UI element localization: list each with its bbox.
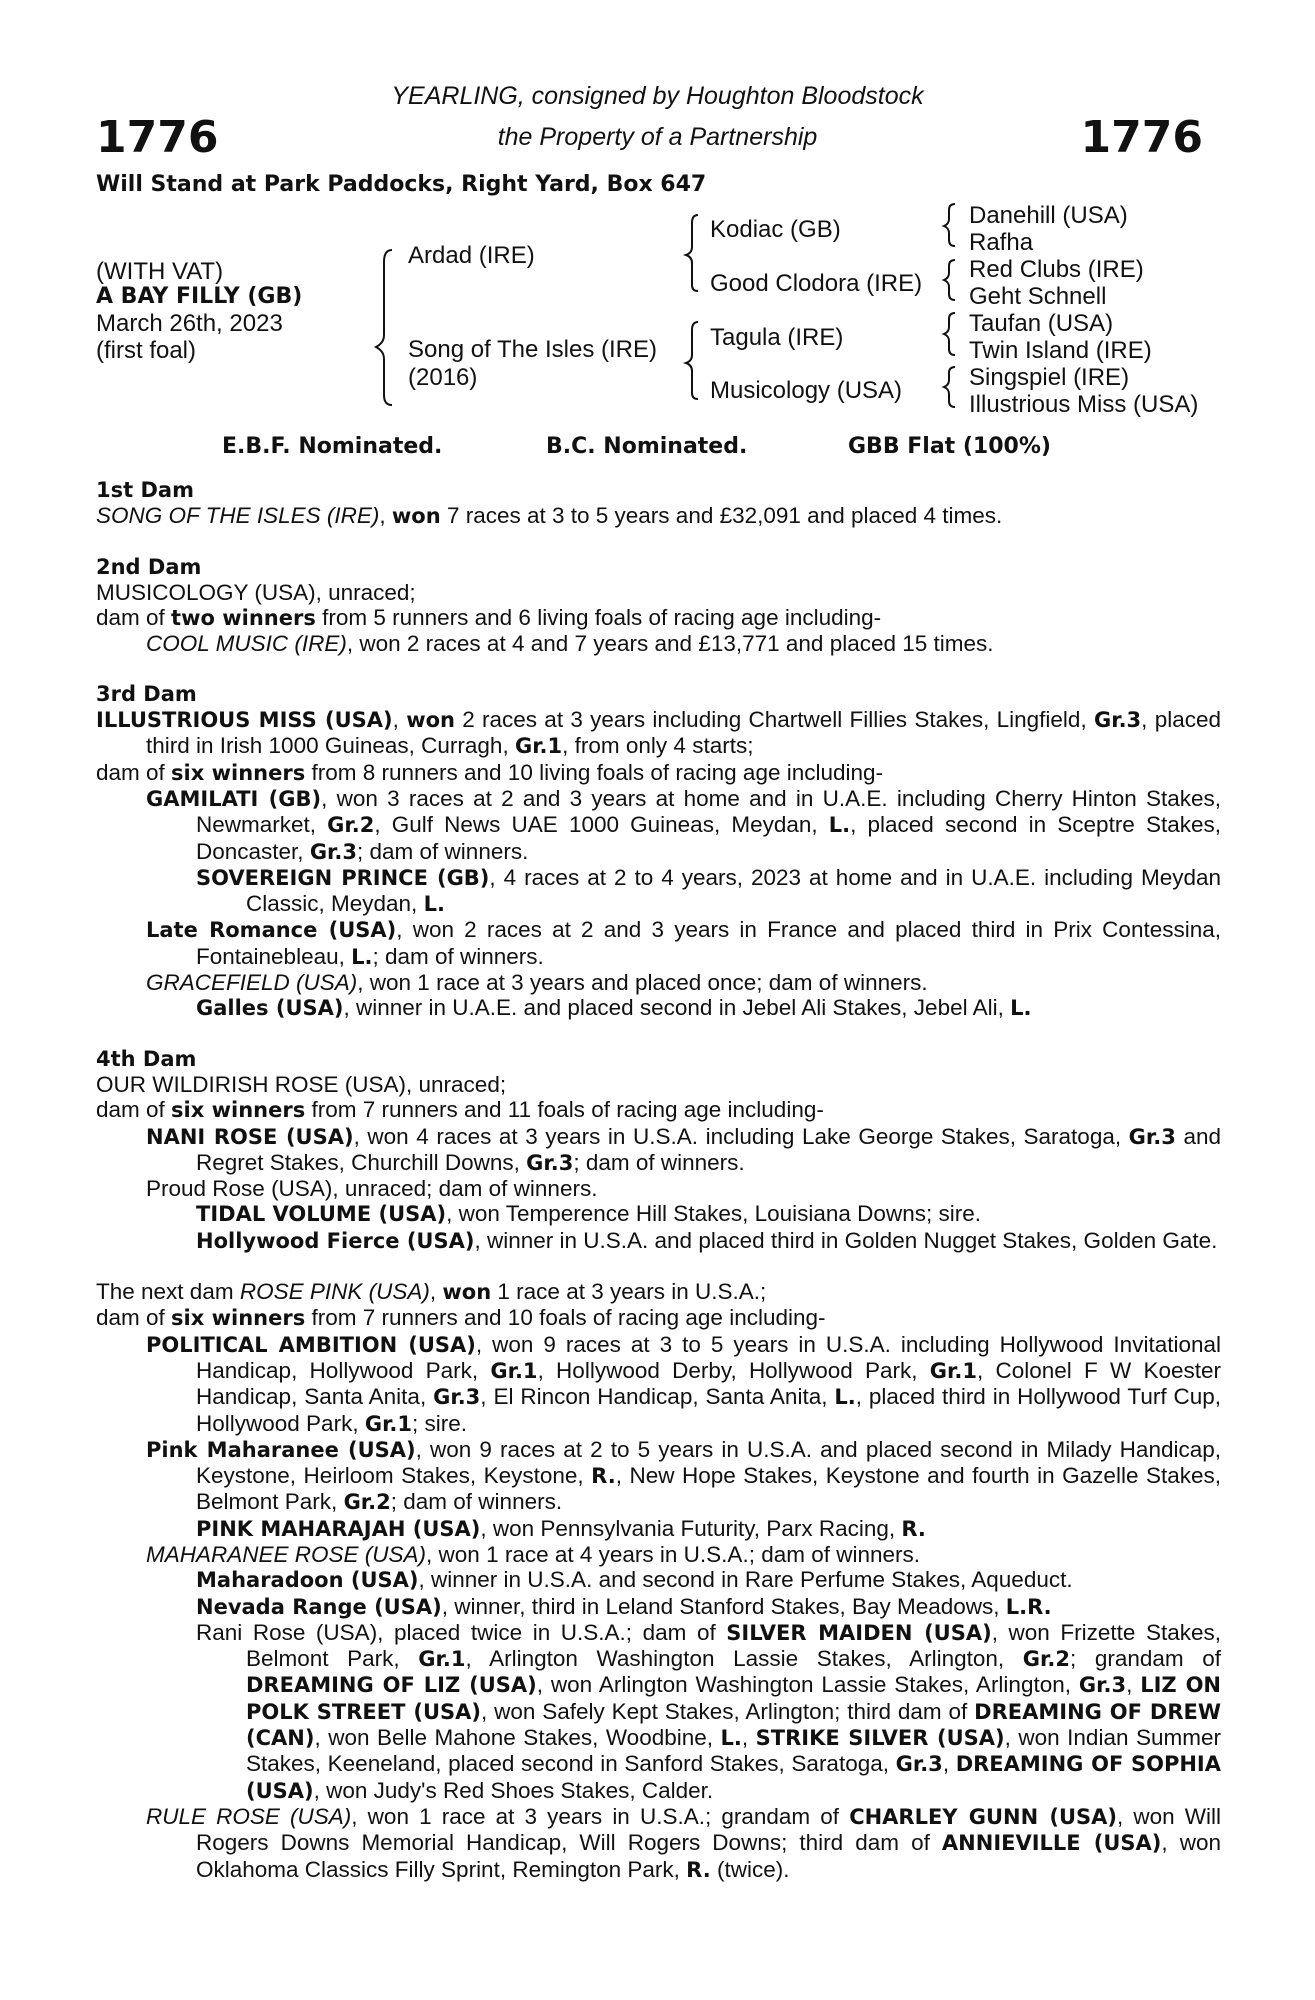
pedigree-dsd: Twin Island (IRE) bbox=[969, 337, 1152, 364]
produce-entry: Rani Rose (USA), placed twice in U.S.A.; dam of SILVER MAIDEN (USA), won Frizette Stakes, Belmont Park, Gr.1, Arlington Washington Lassie Stakes, Arlington, Gr.2; grandam of DREAMING OF LIZ (USA), won Arlington Washington Lassie Stakes, Arlington, Gr.3, LIZ ON POLK STREET (USA), won Safely Kept Stakes, Arlington; third dam of DREAMING OF DREW (CAN), won Belle Mahone Stakes, Woodbine, L., STRIKE SILVER (USA), won Indian Summer Stakes, Keeneland, placed second in Sanford Stakes, Saratoga, Gr.3, DREAMING OF SOPHIA (USA), won Judy's Red Shoes Stakes, Calder. bbox=[196, 1619, 1222, 1803]
produce-entry: NANI ROSE (USA), won 4 races at 3 years in U.S.A. including Lake George Stakes, Saratoga, Gr.3 and Regret Stakes, Churchill Downs, Gr.3; dam of winners. bbox=[146, 1123, 1221, 1175]
produce-entry: COOL MUSIC (IRE), won 2 races at 4 and 7 years and £13,771 and placed 15 times. bbox=[146, 631, 994, 657]
next-dam-produce: dam of six winners from 7 runners and 10 foals of racing age including- bbox=[96, 1305, 826, 1331]
vat-note: (WITH VAT) bbox=[96, 258, 224, 285]
pedigree-dam-sire: Tagula (IRE) bbox=[710, 324, 844, 351]
pedigree-ssd: Rafha bbox=[969, 229, 1034, 256]
pedigree-sdd: Geht Schnell bbox=[969, 283, 1107, 310]
pedigree-dds: Singspiel (IRE) bbox=[969, 364, 1130, 391]
lot-number-left: 1776 bbox=[96, 112, 219, 163]
pedigree-dam: Song of The Isles (IRE) bbox=[408, 336, 657, 363]
fourth-dam-heading: 4th Dam bbox=[96, 1046, 197, 1071]
pedigree-sds: Red Clubs (IRE) bbox=[969, 256, 1144, 283]
stand-location: Will Stand at Park Paddocks, Right Yard, Box 647 bbox=[96, 172, 707, 197]
pedigree-sss: Danehill (USA) bbox=[969, 202, 1128, 229]
produce-entry: SOVEREIGN PRINCE (GB), 4 races at 2 to 4 years, 2023 at home and in U.A.E. including Meydan Classic, Meydan, L. bbox=[196, 864, 1221, 917]
produce-entry: Hollywood Fierce (USA), winner in U.S.A. and placed third in Golden Nugget Stakes, Golden Gate. bbox=[196, 1227, 1218, 1253]
brace-subject bbox=[376, 250, 392, 405]
pedigree-dam-year: (2016) bbox=[408, 364, 478, 391]
foaling-date: March 26th, 2023 bbox=[96, 310, 283, 337]
brace-ds bbox=[944, 313, 955, 355]
produce-entry: Nevada Range (USA), winner, third in Leland Stanford Stakes, Bay Meadows, L.R. bbox=[196, 1593, 1052, 1619]
pedigree-dss: Taufan (USA) bbox=[969, 310, 1114, 337]
third-dam-produce: dam of six winners from 8 runners and 10 living foals of racing age including- bbox=[96, 759, 884, 785]
produce-entry: MAHARANEE ROSE (USA), won 1 race at 4 years in U.S.A.; dam of winners. bbox=[146, 1541, 921, 1567]
gbb-flat: GBB Flat (100%) bbox=[848, 434, 1051, 459]
brace-sd bbox=[944, 260, 955, 300]
produce-entry: PINK MAHARAJAH (USA), won Pennsylvania Futurity, Parx Racing, R. bbox=[196, 1515, 926, 1541]
next-dam-entry: The next dam ROSE PINK (USA), won 1 race at 3 years in U.S.A.; bbox=[96, 1279, 767, 1305]
property-line: the Property of a Partnership bbox=[497, 123, 818, 151]
first-dam-entry: SONG OF THE ISLES (IRE), won 7 races at 3 to 5 years and £32,091 and placed 4 times. bbox=[96, 503, 1003, 529]
catalogue-page bbox=[96, 478, 1221, 1883]
brace-sire bbox=[686, 215, 698, 291]
produce-entry: Proud Rose (USA), unraced; dam of winners. bbox=[146, 1176, 598, 1202]
horse-name: A BAY FILLY (GB) bbox=[96, 284, 303, 309]
pedigree-sire-sire: Kodiac (GB) bbox=[710, 216, 841, 243]
produce-entry: RULE ROSE (USA), won 1 race at 3 years in U.S.A.; grandam of CHARLEY GUNN (USA), won Will Rogers Downs Memorial Handicap, Will Rogers Downs; third dam of ANNIEVILLE (USA), won Oklahoma Classics Filly Sprint, Remington Park, R. (twice). bbox=[146, 1803, 1222, 1882]
brace-dd bbox=[944, 367, 955, 407]
bc-nomination: B.C. Nominated. bbox=[546, 434, 748, 459]
pedigree-sire-dam: Good Clodora (IRE) bbox=[710, 270, 923, 297]
second-dam-entry: MUSICOLOGY (USA), unraced; bbox=[96, 579, 416, 605]
brace-dam bbox=[686, 322, 698, 399]
lot-number-right: 1776 bbox=[1080, 112, 1203, 163]
fourth-dam-produce: dam of six winners from 7 runners and 11 foals of racing age including- bbox=[96, 1097, 824, 1123]
second-dam-heading: 2nd Dam bbox=[96, 554, 202, 579]
brace-ss bbox=[944, 204, 955, 246]
produce-entry: Late Romance (USA), won 2 races at 2 and 3 years in France and placed third in Prix Contessina, Fontainebleau, L.; dam of winners. bbox=[146, 917, 1221, 969]
produce-entry: GAMILATI (GB), won 3 races at 2 and 3 years at home and in U.A.E. including Cherry Hinton Stakes, Newmarket, Gr.2, Gulf News UAE 1000 Guineas, Meydan, L., placed second in Sceptre Stakes, Doncaster, Gr.3; dam of winners. bbox=[146, 785, 1221, 864]
third-dam-heading: 3rd Dam bbox=[96, 681, 197, 706]
ebf-nomination: E.B.F. Nominated. bbox=[222, 434, 443, 459]
fourth-dam-entry: OUR WILDIRISH ROSE (USA), unraced; bbox=[96, 1071, 507, 1097]
third-dam-entry: ILLUSTRIOUS MISS (USA), won 2 races at 3 years including Chartwell Fillies Stakes, Lingfield, Gr.3, placed third in Irish 1000 Guineas, Curragh, Gr.1, from only 4 starts; bbox=[96, 707, 1221, 759]
produce-entry: POLITICAL AMBITION (USA), won 9 races at 3 to 5 years in U.S.A. including Hollywood Invitational Handicap, Hollywood Park, Gr.1, Hollywood Derby, Hollywood Park, Gr.1, Colonel F W Koester Handicap, Santa Anita, Gr.3, El Rincon Handicap, Santa Anita, L., placed third in Hollywood Turf Cup, Hollywood Park, Gr.1; sire. bbox=[146, 1331, 1221, 1436]
second-dam-produce: dam of two winners from 5 runners and 6 living foals of racing age including- bbox=[96, 605, 882, 631]
foal-note: (first foal) bbox=[96, 337, 197, 364]
produce-entry: Maharadoon (USA), winner in U.S.A. and second in Rare Perfume Stakes, Aqueduct. bbox=[196, 1567, 1073, 1593]
produce-entry: Pink Maharanee (USA), won 9 races at 2 to 5 years in U.S.A. and placed second in Milady Handicap, Keystone, Heirloom Stakes, Keystone, R., New Hope Stakes, Keystone and fourth in Gazelle Stakes, Belmont Park, Gr.2; dam of winners. bbox=[146, 1436, 1221, 1515]
consignor-line: YEARLING, consigned by Houghton Bloodstock bbox=[391, 82, 924, 110]
first-dam-heading: 1st Dam bbox=[96, 478, 194, 502]
pedigree-dam-dam: Musicology (USA) bbox=[710, 377, 903, 404]
produce-entry: Galles (USA), winner in U.A.E. and placed second in Jebel Ali Stakes, Jebel Ali, L. bbox=[196, 995, 1032, 1021]
pedigree-ddd: Illustrious Miss (USA) bbox=[969, 391, 1199, 418]
produce-entry: TIDAL VOLUME (USA), won Temperence Hill Stakes, Louisiana Downs; sire. bbox=[196, 1201, 981, 1227]
produce-entry: GRACEFIELD (USA), won 1 race at 3 years and placed once; dam of winners. bbox=[146, 970, 928, 996]
pedigree-sire: Ardad (IRE) bbox=[408, 242, 535, 269]
